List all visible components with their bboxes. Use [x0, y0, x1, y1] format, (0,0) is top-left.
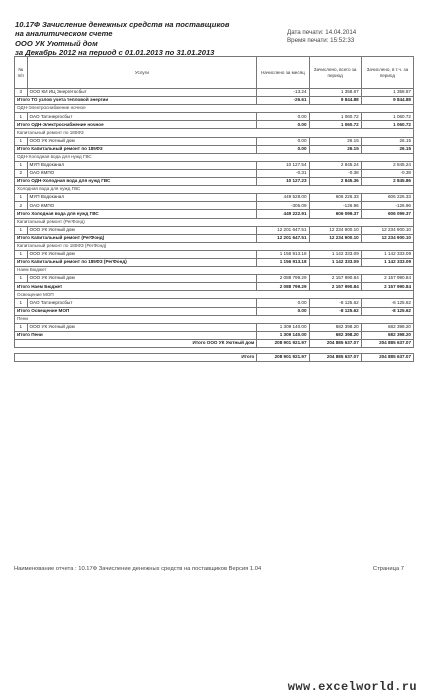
credited-total-cell: 204 885 637.07 — [309, 354, 361, 362]
accrued-cell: 0.00 — [257, 137, 309, 145]
section-name: Наем Бюджет — [15, 267, 414, 275]
accrued-cell: 10 127.23 — [257, 178, 309, 186]
table-row — [15, 137, 414, 145]
credited-total-cell: -0.38 — [309, 169, 361, 177]
credited-total-cell: 2 157 990.84 — [309, 275, 361, 283]
accrued-cell: 2 088 799.29 — [257, 275, 309, 283]
row-name: ОАО КМПО — [27, 202, 257, 210]
accrued-cell: 449 528.00 — [257, 194, 309, 202]
accrued-cell: -305.09 — [257, 202, 309, 210]
table-row — [15, 129, 414, 137]
credited-period-cell: 26.15 — [361, 137, 413, 145]
subtotal-name: Итого Освещение МОП — [15, 307, 257, 315]
table-row — [15, 331, 414, 339]
column-header: № п/п — [15, 57, 28, 89]
row-name: МУП Водоканал — [27, 194, 257, 202]
accrued-cell: -26.61 — [257, 97, 309, 105]
accrued-cell: 0.00 — [257, 121, 309, 129]
credited-total-cell: 606 226.33 — [309, 194, 361, 202]
title-line: ООО УК Уютный дом — [15, 38, 98, 48]
credited-period-cell: 2 157 990.84 — [361, 275, 413, 283]
row-name: ОАО Татэнергосбыт — [27, 299, 257, 307]
row-name: ООО УК Уютный дом — [27, 226, 257, 234]
credited-total-cell: 1 142 333.09 — [309, 250, 361, 258]
table-row — [15, 202, 414, 210]
credited-period-cell: -0.38 — [361, 169, 413, 177]
row-number: 1 — [15, 161, 28, 169]
credited-period-cell: 1 060.72 — [361, 113, 413, 121]
table-row — [15, 186, 414, 194]
title-line: за Декабрь 2012 на период с 01.01.2013 по 31.01.2013 — [15, 48, 215, 58]
accrued-cell: 12 201 647.51 — [257, 226, 309, 234]
row-name: ОАО КМПО — [27, 169, 257, 177]
credited-period-cell: 12 234 900.10 — [361, 234, 413, 242]
credited-total-cell: 2 845.24 — [309, 161, 361, 169]
table-row — [15, 323, 414, 331]
report-table — [14, 56, 414, 362]
table-row — [15, 275, 414, 283]
accrued-cell: 1 156 913.18 — [257, 250, 309, 258]
table-row — [15, 339, 414, 347]
credited-total-cell: 12 234 900.10 — [309, 234, 361, 242]
row-name: ООО УК Уютный дом — [27, 137, 257, 145]
accrued-cell: 1 156 913.18 — [257, 258, 309, 266]
subtotal-name: Итого Капитальный ремонт (РегФонд) — [15, 234, 257, 242]
title-line: на аналитическом счете — [15, 29, 113, 39]
table-header-row — [15, 57, 414, 89]
row-name: ОАО Татэнергосбыт — [27, 113, 257, 121]
credited-total-cell: -126.96 — [309, 202, 361, 210]
row-number: 1 — [15, 113, 28, 121]
credited-total-cell: 204 885 637.07 — [309, 339, 361, 347]
row-number: 1 — [15, 275, 28, 283]
row-name: ООО УК Уютный дом — [27, 323, 257, 331]
credited-total-cell: 26.15 — [309, 145, 361, 153]
report-name: Наименование отчета : 10.17Ф Зачисление денежных средств на поставщиков Версия 1.04 — [14, 566, 262, 572]
credited-period-cell: 204 885 637.07 — [361, 354, 413, 362]
grand-total-name: Итого ООО УК Уютный дом — [15, 339, 257, 347]
print-info — [287, 29, 356, 44]
credited-period-cell: 2 845.86 — [361, 178, 413, 186]
credited-period-cell: 682 398.20 — [361, 331, 413, 339]
print-date: Дата печати: 14.04.2014 — [287, 29, 357, 36]
table-row — [15, 105, 414, 113]
credited-period-cell: 9 844.88 — [361, 97, 413, 105]
section-name: Капитальный ремонт (РегФонд) — [15, 218, 414, 226]
watermark: www.excelworld.ru — [287, 680, 417, 694]
table-row — [15, 194, 414, 202]
credited-period-cell: 26.15 — [361, 145, 413, 153]
credited-total-cell: 26.15 — [309, 137, 361, 145]
credited-total-cell: 1 142 333.09 — [309, 258, 361, 266]
accrued-cell: 0.00 — [257, 145, 309, 153]
section-name: Холодная вода для нужд ГВС — [15, 186, 414, 194]
table-row — [15, 169, 414, 177]
subtotal-name: Итого Наем Бюджет — [15, 283, 257, 291]
section-name: ОДН-Электроснабжение ночное — [15, 105, 414, 113]
subtotal-name: Итого Холодная вода для нужд ГВС — [15, 210, 257, 218]
table-row — [15, 161, 414, 169]
accrued-cell: 0.00 — [257, 307, 309, 315]
accrued-cell: 208 901 921.97 — [257, 354, 309, 362]
grand-total-name: Итого — [15, 354, 257, 362]
row-number: 1 — [15, 137, 28, 145]
accrued-cell: 10 127.54 — [257, 161, 309, 169]
section-name: Пени — [15, 315, 414, 323]
credited-period-cell: 606 226.33 — [361, 194, 413, 202]
credited-period-cell: 1 358.67 — [361, 89, 413, 97]
credited-total-cell: 1 060.72 — [309, 121, 361, 129]
row-number: 1 — [15, 226, 28, 234]
subtotal-name: Итого Капитальный ремонт по 185ФЗ — [15, 145, 257, 153]
table-row — [15, 250, 414, 258]
accrued-cell: -13.24 — [257, 89, 309, 97]
credited-total-cell: 9 844.88 — [309, 97, 361, 105]
table-row — [15, 307, 414, 315]
credited-total-cell: 1 060.72 — [309, 113, 361, 121]
table-row — [15, 354, 414, 362]
page-number: Страница 7 — [372, 566, 404, 572]
credited-period-cell: 2 157 990.84 — [361, 283, 413, 291]
table-row — [15, 97, 414, 105]
accrued-cell: 208 901 921.97 — [257, 339, 309, 347]
subtotal-name: Итого Пени — [15, 331, 257, 339]
credited-total-cell: 2 845.36 — [309, 178, 361, 186]
row-name: ООО УК Уютный дом — [27, 250, 257, 258]
table-row — [15, 299, 414, 307]
table-row — [15, 242, 414, 250]
table-row — [15, 178, 414, 186]
table-row — [15, 267, 414, 275]
row-name: ООО УК Уютный дом — [27, 275, 257, 283]
table-row — [15, 291, 414, 299]
table-row — [15, 145, 414, 153]
accrued-cell: 2 088 799.29 — [257, 283, 309, 291]
table-row — [15, 121, 414, 129]
row-number: 1 — [15, 323, 28, 331]
section-name: Освещение МОП — [15, 291, 414, 299]
accrued-cell: 449 222.91 — [257, 210, 309, 218]
table-body — [15, 89, 414, 362]
report-title — [15, 20, 285, 58]
credited-period-cell: 2 845.24 — [361, 161, 413, 169]
row-number: 1 — [15, 299, 28, 307]
table-row — [15, 210, 414, 218]
column-header: Начислено за месяц — [257, 57, 309, 89]
row-number: 2 — [15, 169, 28, 177]
credited-period-cell: -8 125.62 — [361, 299, 413, 307]
title-line: 10.17Ф Зачисление денежных средств на поставщиков — [15, 20, 230, 29]
accrued-cell: 0.00 — [257, 113, 309, 121]
credited-total-cell: -8 125.62 — [309, 307, 361, 315]
table-row — [15, 226, 414, 234]
section-name: Капитальный ремонт по 185ФЗ — [15, 129, 414, 137]
row-number: 2 — [15, 202, 28, 210]
credited-total-cell: 606 099.37 — [309, 210, 361, 218]
credited-period-cell: -8 125.62 — [361, 307, 413, 315]
subtotal-name: Итого ТО узлов учета тепловой энергии — [15, 97, 257, 105]
credited-period-cell: 12 234 900.10 — [361, 226, 413, 234]
accrued-cell: -0.31 — [257, 169, 309, 177]
row-number: 1 — [15, 194, 28, 202]
row-number: 1 — [15, 250, 28, 258]
section-name: Капитальный ремонт по 185ФЗ (РегФонд) — [15, 242, 414, 250]
credited-total-cell: 682 398.20 — [309, 323, 361, 331]
credited-period-cell: -126.96 — [361, 202, 413, 210]
table-row — [15, 218, 414, 226]
credited-period-cell: 682 398.20 — [361, 323, 413, 331]
row-name: МУП Водоканал — [27, 161, 257, 169]
credited-total-cell: 682 398.20 — [309, 331, 361, 339]
accrued-cell: 1 309 140.00 — [257, 323, 309, 331]
accrued-cell: 1 309 140.00 — [257, 331, 309, 339]
column-header: Зачислено, в т.ч. за период — [361, 57, 413, 89]
row-name: ООО КИ ИЦ Энергетосбыт — [27, 89, 257, 97]
credited-total-cell: 12 234 900.10 — [309, 226, 361, 234]
subtotal-name: Итого ОДН-Электроснабжение ночное — [15, 121, 257, 129]
credited-total-cell: -8 125.62 — [309, 299, 361, 307]
column-header: Зачислено, всего за период — [309, 57, 361, 89]
accrued-cell: 12 201 647.51 — [257, 234, 309, 242]
credited-total-cell: 1 358.67 — [309, 89, 361, 97]
table-row — [15, 234, 414, 242]
print-time: Время печати: 15:52:33 — [287, 36, 355, 44]
table-row — [15, 89, 414, 97]
credited-period-cell: 1 060.72 — [361, 121, 413, 129]
subtotal-name: Итого ОДН-Холодная вода для нужд ГВС — [15, 178, 257, 186]
table-row — [15, 153, 414, 161]
page-footer — [14, 566, 404, 572]
subtotal-name: Итого Капитальный ремонт по 185ФЗ (РегФонд) — [15, 258, 257, 266]
credited-period-cell: 204 885 637.07 — [361, 339, 413, 347]
credited-total-cell: 2 157 990.84 — [309, 283, 361, 291]
accrued-cell: 0.00 — [257, 299, 309, 307]
table-row — [15, 315, 414, 323]
section-name: ОДН-Холодная вода для нужд ГВС — [15, 153, 414, 161]
credited-period-cell: 1 142 333.09 — [361, 258, 413, 266]
table-row — [15, 258, 414, 266]
table-row — [15, 283, 414, 291]
column-header: Услуги — [27, 57, 257, 89]
credited-period-cell: 1 142 333.09 — [361, 250, 413, 258]
credited-period-cell: 606 099.37 — [361, 210, 413, 218]
row-number: 3 — [15, 89, 28, 97]
table-row — [15, 113, 414, 121]
